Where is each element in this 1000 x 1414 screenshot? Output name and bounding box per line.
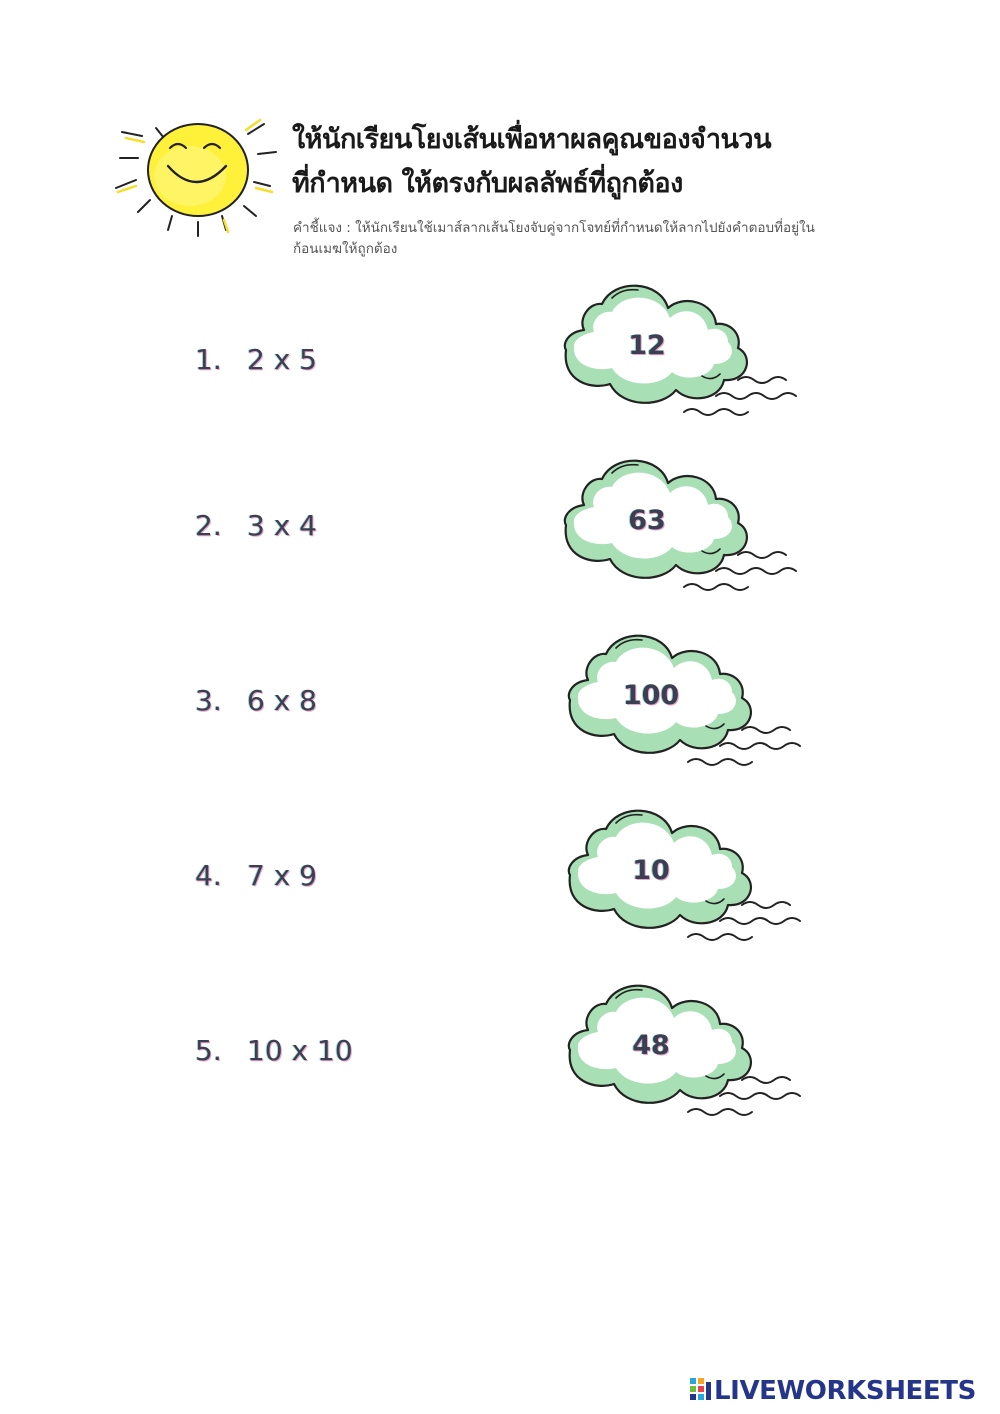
question-expression: 3 x 4 (247, 509, 317, 542)
question-item[interactable] (195, 1031, 353, 1071)
liveworksheets-wordmark: LIVEWORKSHEETS (714, 1376, 976, 1406)
instruction-text (293, 218, 853, 260)
question-item[interactable] (195, 681, 317, 721)
answer-cloud[interactable] (552, 272, 802, 422)
question-item[interactable] (195, 340, 317, 380)
question-number: 3. (195, 684, 222, 717)
answer-value: 12 (628, 330, 666, 361)
answer-value: 48 (632, 1030, 670, 1061)
question-expression: 7 x 9 (247, 859, 317, 892)
answer-value: 100 (622, 680, 680, 711)
question-item[interactable] (195, 856, 317, 896)
question-number: 1. (195, 343, 222, 376)
smiling-sun-icon (108, 112, 283, 242)
answer-value: 10 (632, 855, 670, 886)
question-item[interactable] (195, 506, 317, 546)
instruction-line-1: คำชี้แจง : ให้นักเรียนใช้เมาส์ลากเส้นโยงจับคู่จากโจทย์ที่กำหนดให้ลากไปยังคำตอบที่อยู่ใน (293, 220, 815, 236)
title-line-1: ให้นักเรียนโยงเส้นเพื่อหาผลคูณของจำนวน (292, 124, 772, 155)
question-number: 5. (195, 1034, 222, 1067)
instruction-line-2: ก้อนเมฆให้ถูกต้อง (293, 241, 398, 257)
answer-cloud[interactable] (552, 447, 802, 597)
answer-cloud[interactable] (556, 797, 806, 947)
answer-cloud[interactable] (556, 972, 806, 1122)
question-expression: 10 x 10 (247, 1034, 353, 1067)
title-line-2: ที่กำหนด ให้ตรงกับผลลัพธ์ที่ถูกต้อง (292, 168, 683, 199)
worksheet-title (292, 118, 892, 206)
question-expression: 6 x 8 (247, 684, 317, 717)
liveworksheets-logo-icon (690, 1378, 712, 1402)
question-number: 2. (195, 509, 222, 542)
answer-cloud[interactable] (556, 622, 806, 772)
question-expression: 2 x 5 (247, 343, 317, 376)
answer-value: 63 (628, 505, 666, 536)
question-number: 4. (195, 859, 222, 892)
